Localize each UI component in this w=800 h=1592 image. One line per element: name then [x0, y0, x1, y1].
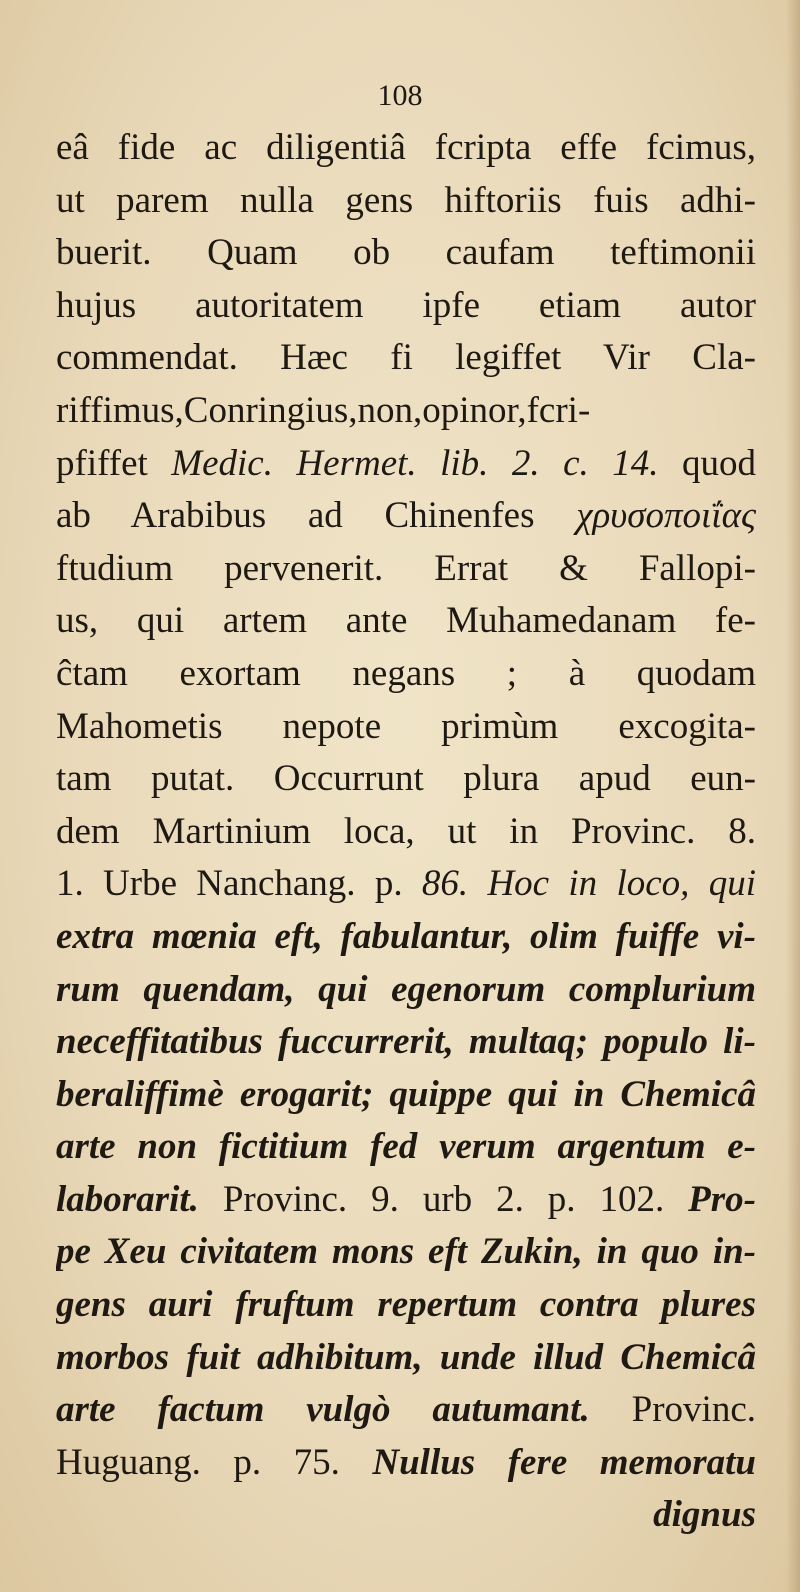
- text-line: [56, 227, 756, 280]
- roman-text: eâ fide ac diligentiâ fcripta effe fcimus,: [56, 127, 756, 168]
- roman-text: ftudium pervenerit. Errat & Fallopi-: [56, 547, 756, 589]
- text-line: [56, 1174, 756, 1227]
- italic-text: laborarit.: [56, 1178, 199, 1220]
- roman-text: pfiffet: [56, 442, 172, 484]
- roman-text: us, qui artem ante Muhamedanam fe-: [56, 600, 756, 642]
- text-line: [56, 1384, 756, 1437]
- text-line: [56, 280, 756, 333]
- roman-text: hujus autoritatem ipfe etiam autor: [56, 284, 756, 326]
- roman-text: ut parem nulla gens hiftoriis fuis adhi-: [56, 179, 756, 221]
- body-text: [56, 122, 756, 1542]
- italic-text: pe Xeu civitatem mons eft Zukin, in quo in-: [56, 1231, 756, 1273]
- page-number: 108: [377, 79, 423, 112]
- text-line: [56, 543, 756, 596]
- italic-text: arte non fictitium fed verum argentum e-: [56, 1126, 756, 1168]
- text-line: [56, 385, 756, 438]
- text-line: [56, 911, 756, 964]
- text-line: [56, 964, 756, 1017]
- text-line: [56, 1226, 756, 1279]
- roman-text: ab Arabibus ad Chinenfes: [56, 495, 577, 537]
- italic-text: extra mœnia eft, fabulantur, olim fuiffe vi-: [56, 915, 756, 957]
- text-line: [56, 753, 756, 806]
- roman-text: Provinc. 9. urb 2. p. 102.: [198, 1178, 689, 1220]
- text-line: [56, 490, 756, 543]
- roman-text: riffimus,Conringius,non,opinor,fcri-: [56, 389, 591, 431]
- italic-text: rum quendam, qui egenorum complurium: [56, 968, 756, 1010]
- italic-text: 86. Hoc in loco, qui: [421, 863, 756, 905]
- italic-text: Medic. Hermet. lib. 2. c. 14.: [171, 442, 659, 484]
- roman-text: commendat. Hæc fi legiffet Vir Cla-: [56, 337, 756, 379]
- italic-text: morbos fuit adhibitum, unde illud Chemicâ: [56, 1336, 756, 1378]
- text-line: [56, 806, 756, 859]
- roman-text: Huguang. p. 75.: [56, 1441, 373, 1483]
- text-line: [56, 122, 756, 175]
- italic-text: neceffitatibus fuccurrerit, multaq; populo li-: [56, 1021, 756, 1063]
- italic-text: Nullus fere memoratu: [372, 1441, 756, 1483]
- italic-text: arte factum vulgò autumant.: [56, 1389, 590, 1431]
- roman-text: Mahometis nepote primùm excogita-: [56, 705, 756, 747]
- roman-text: Provinc.: [589, 1389, 756, 1431]
- roman-text: 1. Urbe Nanchang. p.: [56, 863, 422, 905]
- text-line: [56, 1279, 756, 1332]
- text-line: [56, 175, 756, 228]
- text-line: [56, 1437, 756, 1490]
- text-line: [56, 1121, 756, 1174]
- text-line: [56, 648, 756, 701]
- roman-text: buerit. Quam ob caufam teftimonii: [56, 232, 756, 274]
- text-line: [56, 1016, 756, 1069]
- text-line: [56, 1332, 756, 1385]
- italic-text: gens auri fruftum repertum contra plures: [56, 1284, 756, 1326]
- roman-text: tam putat. Occurrunt plura apud eun-: [56, 758, 756, 800]
- roman-text: ĉtam exortam negans ; à quodam: [56, 652, 756, 694]
- text-line: [56, 701, 756, 754]
- text-line: [56, 595, 756, 648]
- italic-text: beraliffimè erogarit; quippe qui in Chemicâ: [56, 1073, 756, 1115]
- text-line: [56, 1069, 756, 1122]
- text-line: [56, 438, 756, 491]
- page-edge-shadow: [786, 0, 800, 1592]
- roman-text: dem Martinium loca, ut in Provinc. 8.: [56, 810, 756, 852]
- roman-text: quod: [658, 442, 756, 484]
- italic-text: χρυσοποιΐας: [576, 495, 756, 537]
- italic-text: dignus: [653, 1494, 756, 1536]
- text-line: [56, 332, 756, 385]
- text-line: [56, 858, 756, 911]
- italic-text: Pro-: [688, 1178, 756, 1220]
- text-line: [56, 1489, 756, 1542]
